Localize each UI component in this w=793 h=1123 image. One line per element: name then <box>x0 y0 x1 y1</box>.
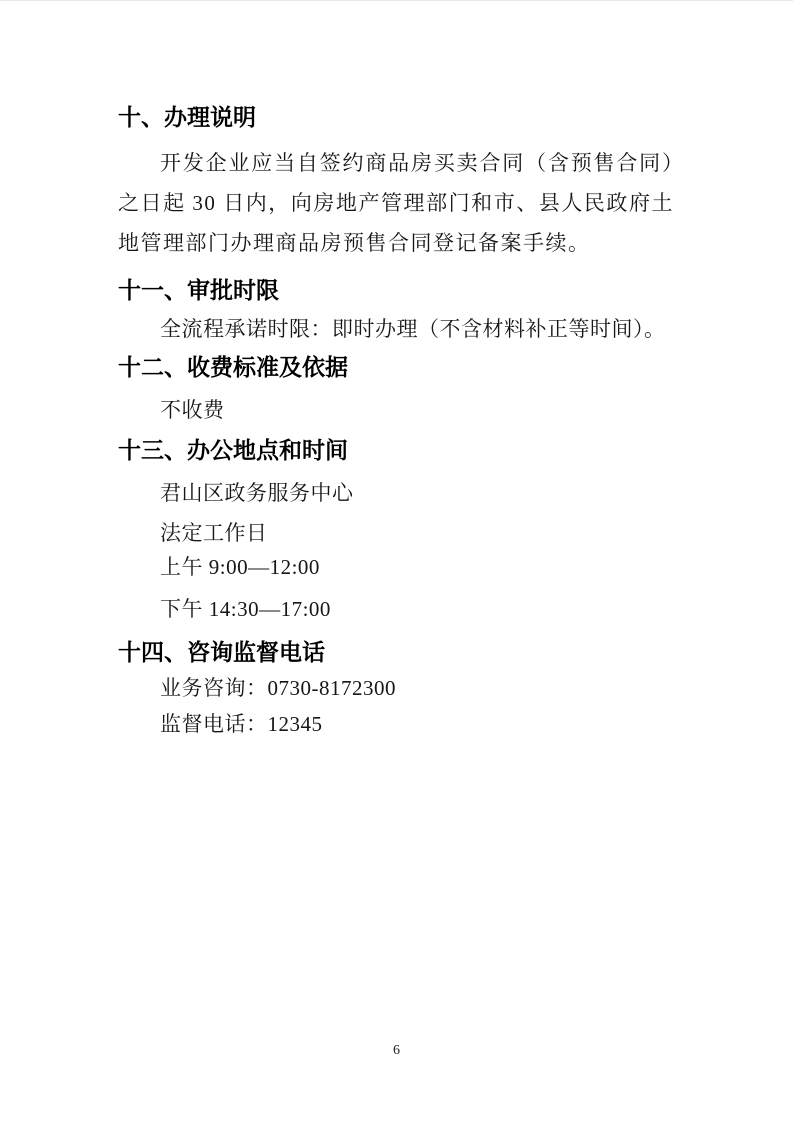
afternoon-hours-line: 下午 14:30—17:00 <box>160 597 331 621</box>
section-heading-processing-notes: 十、办理说明 <box>118 104 256 130</box>
section-body-processing-notes: 开发企业应当自签约商品房买卖合同（含预售合同）之日起 30 日内，向房地产管理部门和市、县人民政府土地管理部门办理商品房预售合同登记备案手续。 <box>118 151 674 255</box>
section-body-approval-time-limit: 全流程承诺时限：即时办理（不含材料补正等时间）。 <box>160 317 666 341</box>
section-body-fee-standard: 不收费 <box>160 398 225 422</box>
office-location-line: 君山区政务服务中心 <box>160 481 354 505</box>
working-days-line: 法定工作日 <box>160 521 268 545</box>
section-heading-inquiry-supervision-phone: 十四、咨询监督电话 <box>118 639 325 665</box>
section-heading-fee-standard: 十二、收费标准及依据 <box>118 354 348 380</box>
supervision-phone-line: 监督电话：12345 <box>160 712 323 736</box>
page-number: 6 <box>393 1043 400 1058</box>
morning-hours-line: 上午 9:00—12:00 <box>160 555 320 579</box>
section-heading-office-location-time: 十三、办公地点和时间 <box>118 437 348 463</box>
business-inquiry-phone-line: 业务咨询：0730-8172300 <box>160 676 396 700</box>
section-heading-approval-time-limit: 十一、审批时限 <box>118 277 279 303</box>
